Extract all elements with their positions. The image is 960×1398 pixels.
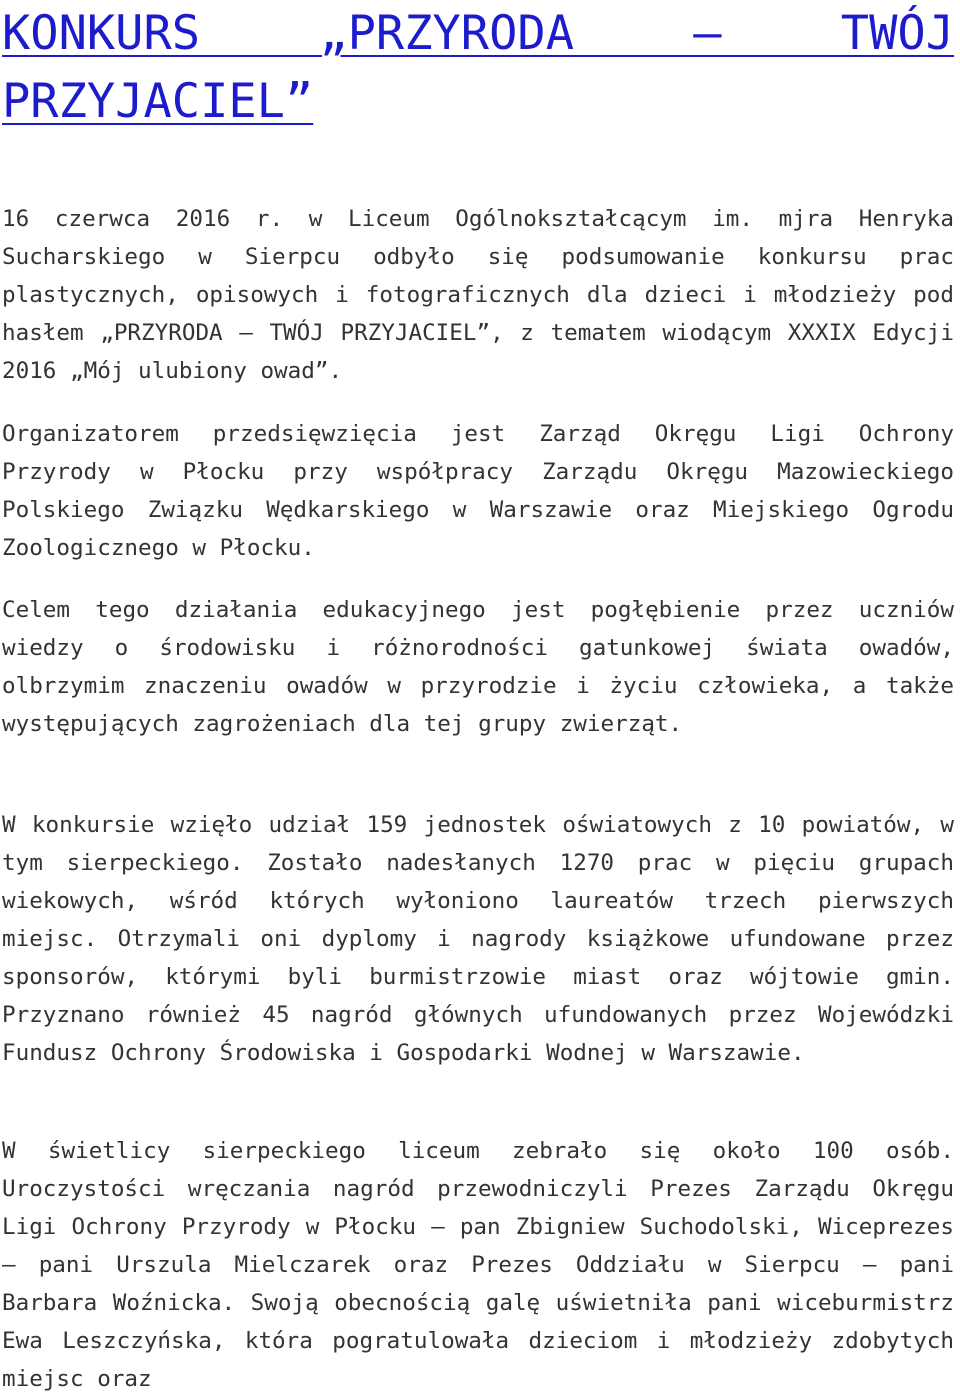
paragraph-4: W konkursie wzięło udział 159 jednostek oświatowych z 10 powiatów, w tym sierpeckiego. Zostało nadesłanych 1270 prac w pięciu grupach wiekowych, wśród których wyłoniono laureatów trzech pierwszych miejsc. Otrzymali oni dyplomy i nagrody książkowe ufundowane przez sponsorów, którymi byli burmistrzowie miast oraz wójtowie gmin. Przyznano również 45 nagród głównych ufundowanych przez Wojewódzki Fundusz Ochrony Środowiska i Gospodarki Wodnej w Warszawie.	[2, 812, 954, 1066]
article-title	[2, 0, 954, 136]
paragraph-3: Celem tego działania edukacyjnego jest pogłębienie przez uczniów wiedzy o środowisku i różnorodności gatunkowej świata owadów, olbrzymim znaczeniu owadów w przyrodzie i życiu człowieka, a także występujących zagrożeniach dla tej grupy zwierząt.	[2, 597, 954, 737]
paragraph-5: W świetlicy sierpeckiego liceum zebrało się około 100 osób. Uroczystości wręczania nagród przewodniczyli Prezes Zarządu Okręgu Ligi Ochrony Przyrody w Płocku – pan Zbigniew Suchodolski, Wiceprezes – pani Urszula Mielczarek oraz Prezes Oddziału w Sierpcu – pani Barbara Woźnicka. Swoją obecnością galę uświetniła pani wiceburmistrz Ewa Leszczyńska, która pogratulowała dzieciom i młodzieży zdobytych miejsc oraz	[2, 1138, 954, 1392]
article	[2, 0, 954, 1392]
paragraph-2: Organizatorem przedsięwzięcia jest Zarząd Okręgu Ligi Ochrony Przyrody w Płocku przy współpracy Zarządu Okręgu Mazowieckiego Polskiego Związku Wędkarskiego w Warszawie oraz Miejskiego Ogrodu Zoologicznego w Płocku.	[2, 421, 954, 561]
article-title-link[interactable]: KONKURS „PRZYRODA – TWÓJ PRZYJACIEL”	[2, 6, 954, 129]
paragraph-1: 16 czerwca 2016 r. w Liceum Ogólnokształcącym im. mjra Henryka Sucharskiego w Sierpcu odbyło się podsumowanie konkursu prac plastycznych, opisowych i fotograficznych dla dzieci i młodzieży pod hasłem „PRZYRODA – TWÓJ PRZYJACIEL”, z tematem wiodącym XXXIX Edycji 2016 „Mój ulubiony owad”.	[2, 206, 954, 384]
